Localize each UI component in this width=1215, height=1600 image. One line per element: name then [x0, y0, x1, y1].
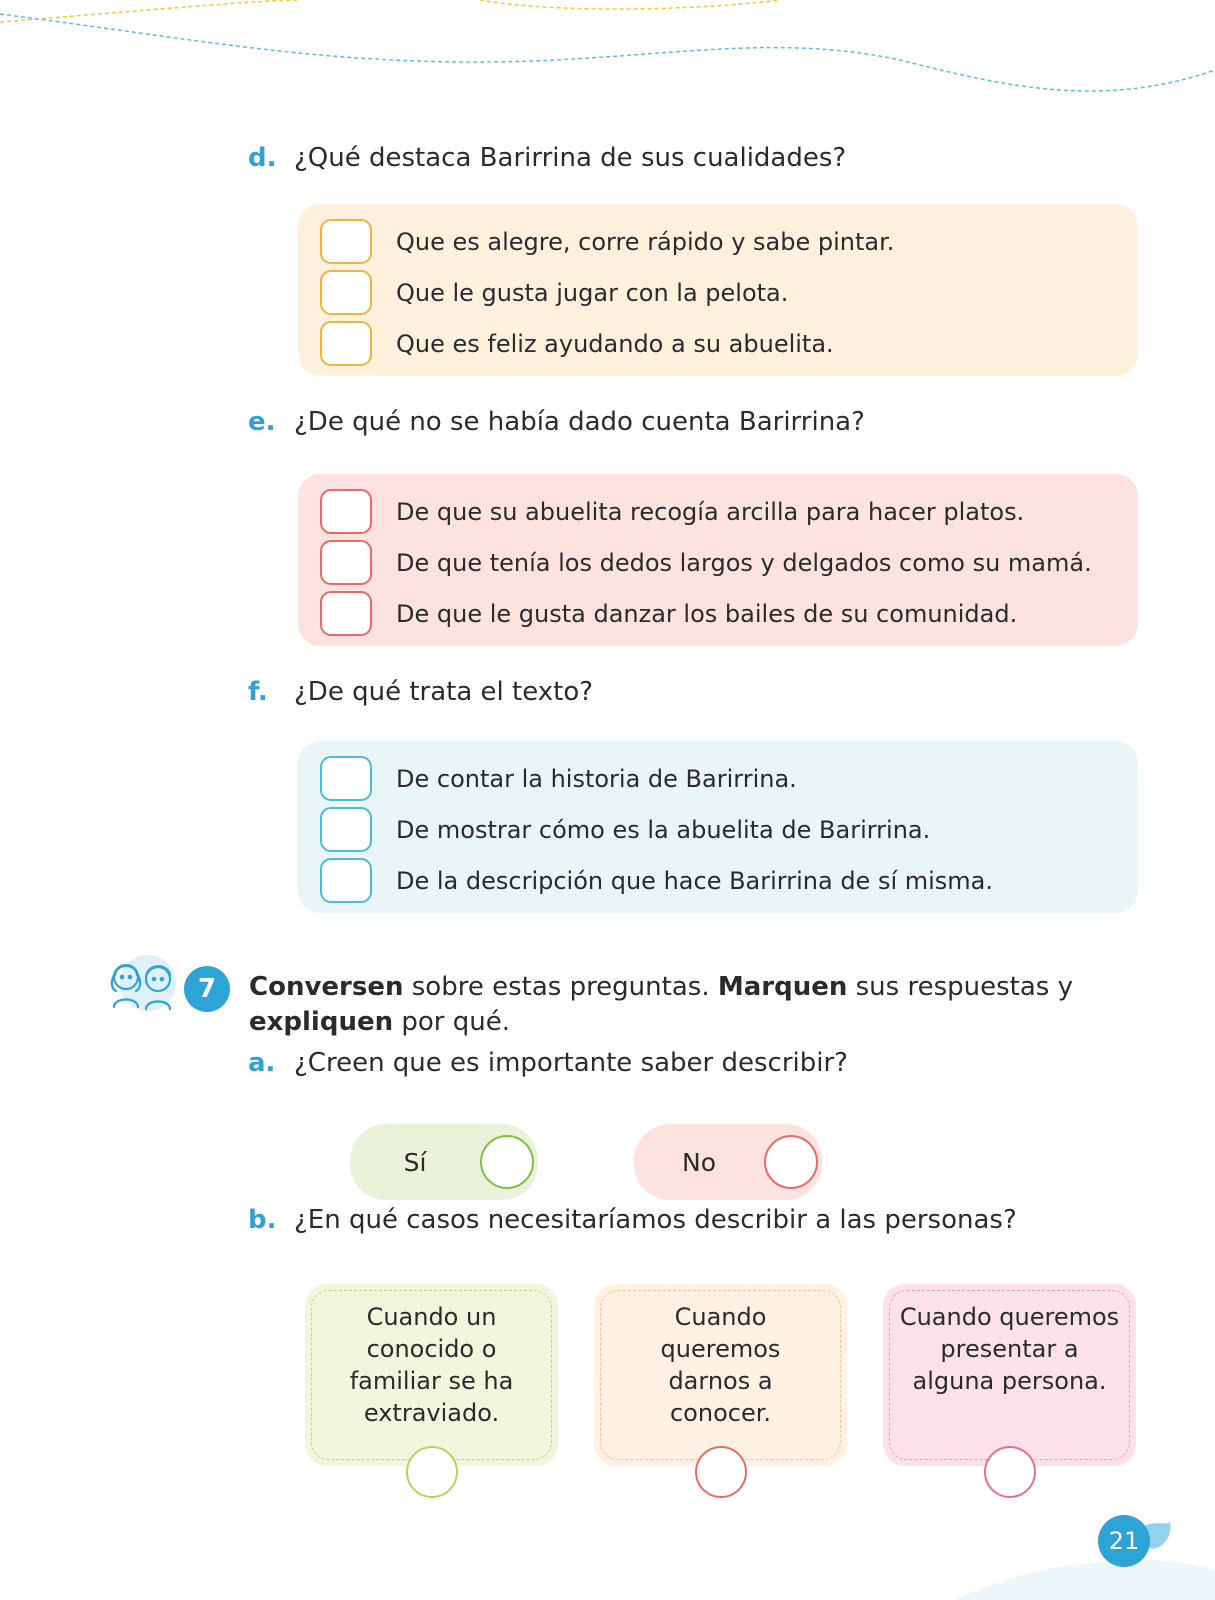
question-letter: a. [248, 1048, 276, 1078]
answer-checkbox[interactable] [320, 540, 372, 585]
activity-number-badge: 7 [184, 966, 230, 1012]
yes-label: Sí [403, 1147, 427, 1177]
option-label: De contar la historia de Barirrina. [396, 764, 797, 793]
case-card [594, 1284, 847, 1466]
options-box-d [298, 204, 1138, 376]
instruction-text: por qué. [393, 1007, 510, 1037]
option-row [320, 486, 1138, 537]
yes-option[interactable] [350, 1124, 538, 1200]
option-label: De la descripción que hace Barirrina de sí misma. [396, 866, 994, 895]
answer-checkbox[interactable] [320, 756, 372, 801]
option-label: Que es feliz ayudando a su abuelita. [396, 329, 834, 358]
options-box-e [298, 474, 1138, 646]
no-label: No [682, 1147, 716, 1177]
case-card-text: Cuando queremos darnos a conocer. [600, 1290, 841, 1460]
question-text: ¿Creen que es importante saber describir? [294, 1048, 848, 1078]
instruction-bold: expliquen [249, 1007, 394, 1037]
answer-checkbox[interactable] [320, 807, 372, 852]
question-letter: d. [248, 143, 277, 173]
case-card-text: Cuando un conocido o familiar se ha extraviado. [311, 1290, 552, 1460]
question-a [248, 1048, 848, 1078]
page-number: 21 [1098, 1515, 1150, 1567]
option-label: De mostrar cómo es la abuelita de Barirrina. [396, 815, 931, 844]
question-letter: b. [248, 1205, 277, 1235]
option-row [320, 267, 1138, 318]
question-text: ¿De qué trata el texto? [294, 677, 594, 707]
instruction-bold: Marquen [717, 972, 848, 1002]
children-pair-icon [106, 953, 182, 1013]
option-row [320, 318, 1138, 369]
options-box-f [298, 741, 1138, 913]
question-letter: e. [248, 407, 276, 437]
option-row [320, 855, 1138, 906]
instruction-bold: Conversen [249, 972, 404, 1002]
question-text: ¿En qué casos necesitaríamos describir a las personas? [294, 1205, 1017, 1235]
case-answer-circle[interactable] [984, 1446, 1036, 1498]
question-letter: f. [248, 677, 268, 707]
option-label: De que su abuelita recogía arcilla para hacer platos. [396, 497, 1025, 526]
option-label: De que tenía los dedos largos y delgados como su mamá. [396, 548, 1092, 577]
answer-checkbox[interactable] [320, 321, 372, 366]
option-label: Que es alegre, corre rápido y sabe pintar. [396, 227, 895, 256]
instruction-text: sus respuestas y [847, 972, 1073, 1002]
answer-checkbox[interactable] [320, 591, 372, 636]
option-row [320, 588, 1138, 639]
case-answer-circle[interactable] [406, 1446, 458, 1498]
option-row [320, 216, 1138, 267]
option-row [320, 537, 1138, 588]
answer-checkbox[interactable] [320, 270, 372, 315]
option-label: De que le gusta danzar los bailes de su comunidad. [396, 599, 1018, 628]
wavy-lines-decoration [0, 0, 1215, 110]
yes-answer-circle[interactable] [480, 1135, 534, 1189]
question-e [248, 407, 865, 437]
question-text: ¿Qué destaca Barirrina de sus cualidades? [294, 143, 847, 173]
case-card [883, 1284, 1136, 1466]
no-answer-circle[interactable] [764, 1135, 818, 1189]
question-b [248, 1205, 1017, 1235]
question-d [248, 143, 846, 173]
case-card-text: Cuando queremos presentar a alguna persona. [889, 1290, 1130, 1460]
activity-instruction [249, 970, 1109, 1040]
option-row [320, 804, 1138, 855]
question-text: ¿De qué no se había dado cuenta Barirrina? [294, 407, 865, 437]
no-option[interactable] [634, 1124, 822, 1200]
instruction-text: sobre estas preguntas. [403, 972, 718, 1002]
answer-checkbox[interactable] [320, 858, 372, 903]
case-answer-circle[interactable] [695, 1446, 747, 1498]
answer-checkbox[interactable] [320, 219, 372, 264]
answer-checkbox[interactable] [320, 489, 372, 534]
option-label: Que le gusta jugar con la pelota. [396, 278, 789, 307]
question-f [248, 677, 593, 707]
option-row [320, 753, 1138, 804]
case-card [305, 1284, 558, 1466]
